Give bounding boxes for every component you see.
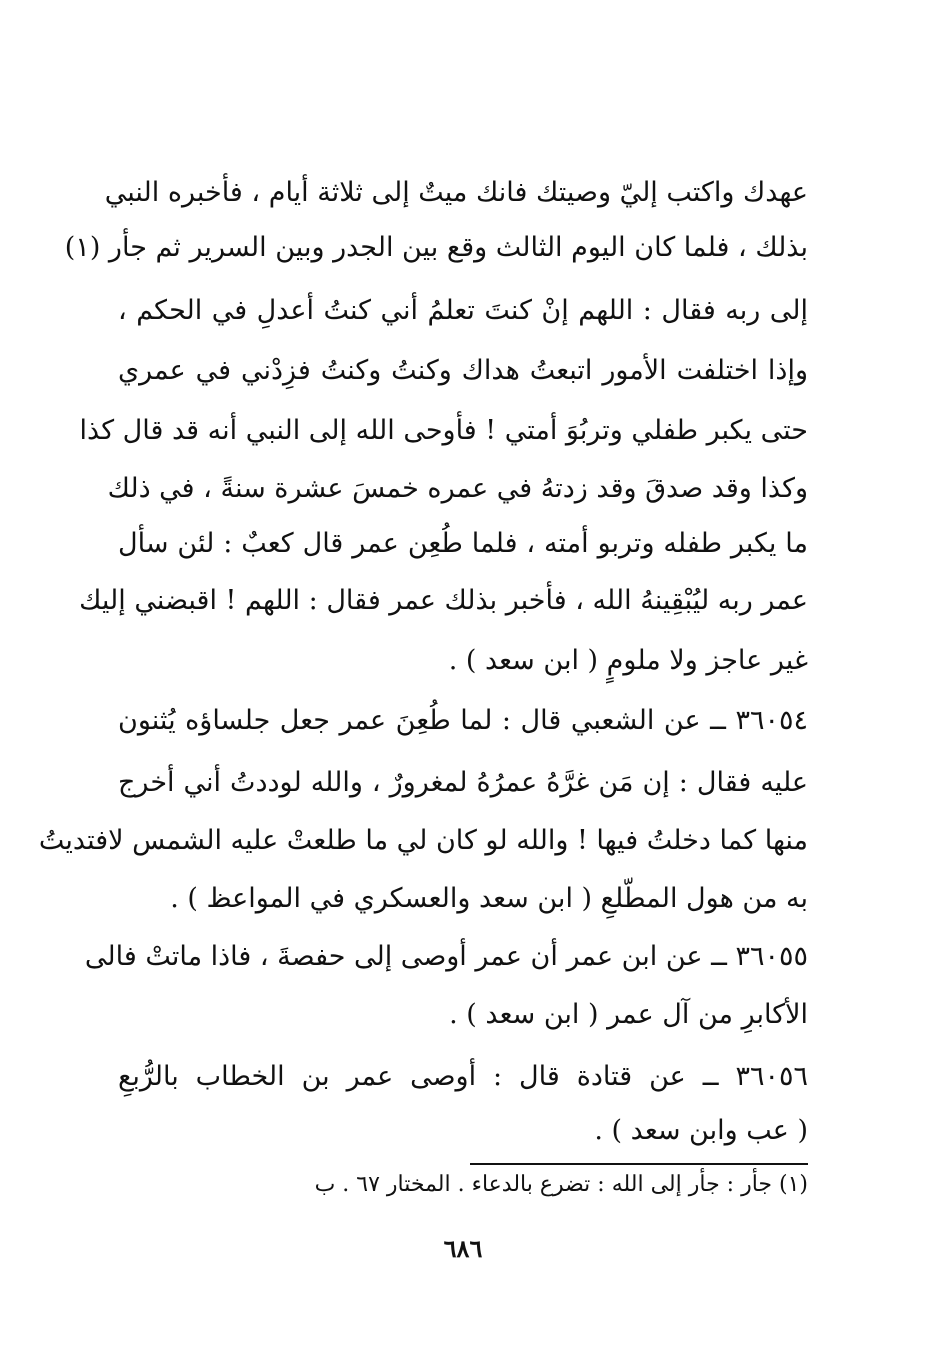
hadith-36054-line-2: عليه فقال : إن مَن غرَّهُ عمرُهُ لمغرورٌ ، والله لوددتُ أني أخرج: [118, 767, 808, 798]
text-line-5: حتى يكبر طفلي وتربُوَ أمتي ! فأوحى الله إلى النبي أنه قد قال كذا: [79, 415, 808, 446]
text-line-2: بذلك ، فلما كان اليوم الثالث وقع بين الجدر وبين السرير ثم جأر (١): [64, 232, 808, 263]
text-line-8: عمر ربه ليُبْقِينهُ الله ، فأخبر بذلك عمر فقال : اللهم ! اقبضني إليك: [79, 585, 808, 616]
text-line-7: ما يكبر طفله وتربو أمته ، فلما طُعِن عمر قال كعبٌ : لئن سأل: [118, 528, 808, 559]
hadith-36054-line-1: ٣٦٠٥٤ ــ عن الشعبي قال : لما طُعِنَ عمر جعل جلساؤه يُثنون: [118, 705, 808, 736]
hadith-36054-line-4: به من هول المطّلعِ ( ابن سعد والعسكري في المواعظ ) .: [170, 883, 808, 914]
hadith-36055-line-2: الأكابرِ من آل عمر ( ابن سعد ) .: [449, 999, 808, 1030]
page-number: ٦٨٦: [443, 1234, 483, 1263]
footnote-divider: [470, 1163, 808, 1165]
hadith-36055-line-1: ٣٦٠٥٥ ــ عن ابن عمر أن عمر أوصى إلى حفصةَ ، فاذا ماتتْ فالى: [84, 941, 808, 972]
text-line-6: وكذا وقد صدقَ وقد زدتهُ في عمره خمسَ عشرة سنةً ، في ذلك: [107, 473, 808, 504]
footnote: (١) جأر : جأر إلى الله : تضرع بالدعاء . المختار ٦٧ . ب: [314, 1172, 808, 1197]
text-line-3: إلى ربه فقال : اللهم إنْ كنتَ تعلمُ أني كنتُ أعدلِ في الحكم ،: [118, 295, 808, 326]
text-line-9: غير عاجز ولا ملومٍ ( ابن سعد ) .: [448, 645, 808, 676]
text-line-4: وإذا اختلفت الأمور اتبعتُ هداك وكنتُ وكنتُ فزِدْني في عمري: [118, 355, 808, 386]
hadith-36056-line-1: ٣٦٠٥٦ ــ عن قتادة قال : أوصى عمر بن الخطاب بالرُّبعِ: [118, 1061, 808, 1092]
hadith-36054-line-3: منها كما دخلتُ فيها ! والله لو كان لي ما طلعتْ عليه الشمس لافتديتُ: [38, 825, 808, 856]
hadith-36056-line-2: ( عب وابن سعد ) .: [594, 1115, 808, 1146]
text-line-1: عهدك واكتب إليّ وصيتك فانك ميتٌ إلى ثلاثة أيام ، فأخبره النبي: [104, 177, 808, 208]
